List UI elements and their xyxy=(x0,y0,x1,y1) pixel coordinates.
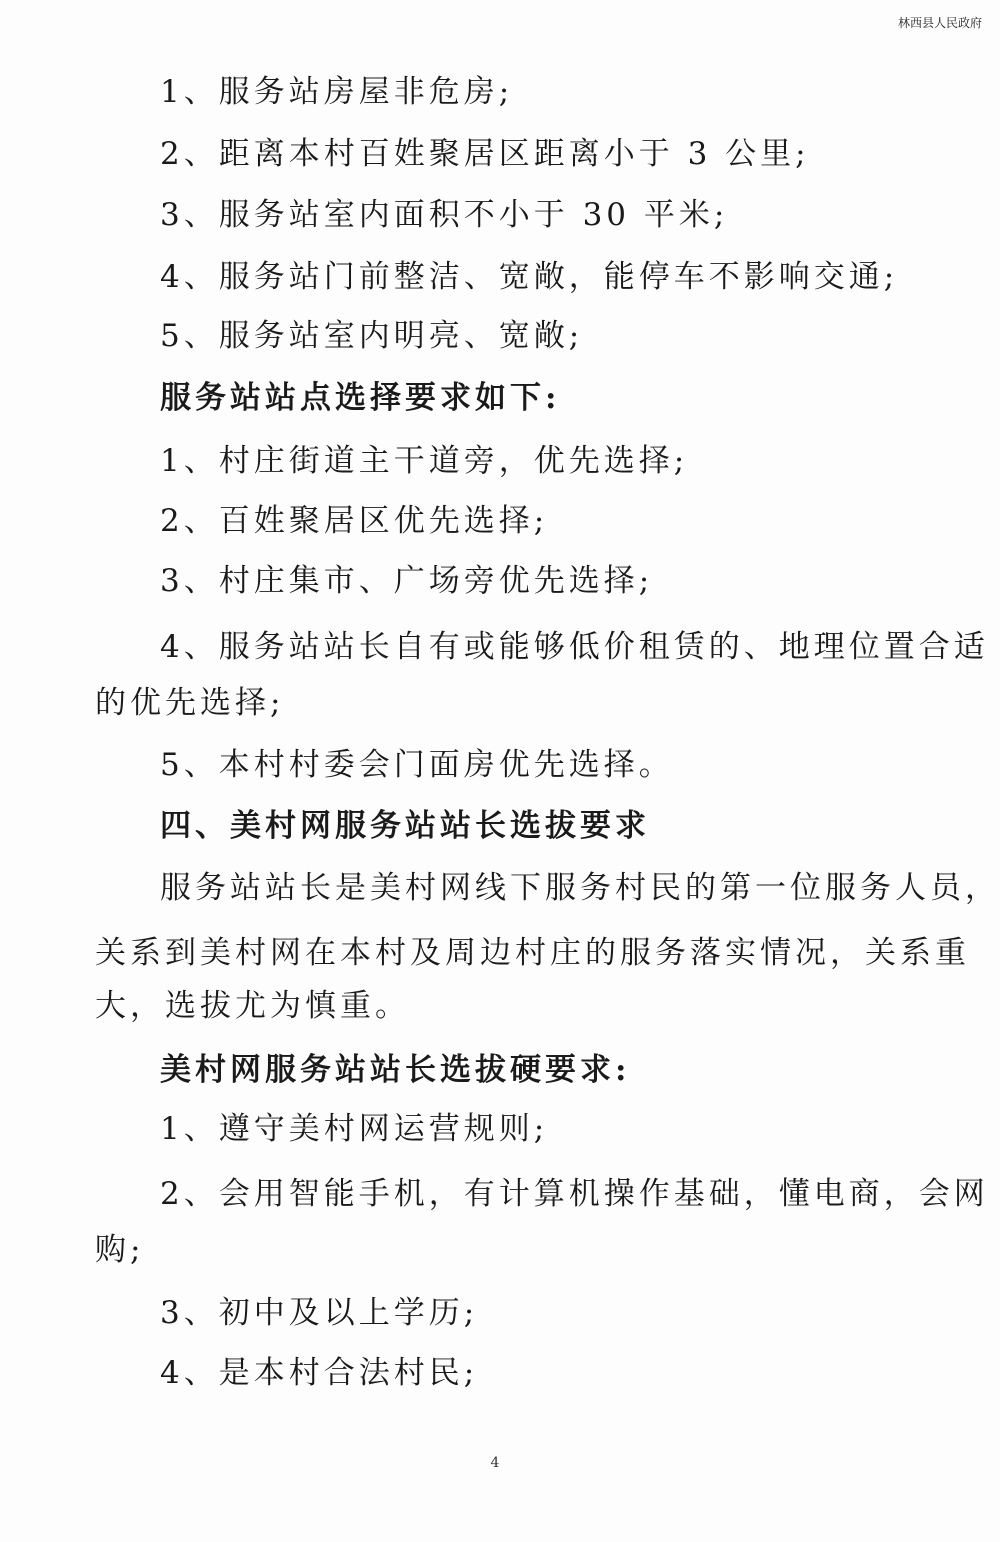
paragraph-line1: 服务站站长是美村网线下服务村民的第一位服务人员， xyxy=(160,870,1000,906)
hard-req-rules: 1、遵守美村网运营规则; xyxy=(160,1111,549,1147)
requirement-bright: 5、服务站室内明亮、宽敞; xyxy=(160,318,584,354)
hard-req-skills-line1: 2、会用智能手机，有计算机操作基础，懂电商，会网 xyxy=(160,1176,989,1212)
paragraph-line3: 大，选拔尤为慎重。 xyxy=(95,988,410,1024)
header-organization: 林西县人民政府 xyxy=(897,16,982,30)
requirement-area: 3、服务站室内面积不小于 30 平米; xyxy=(160,197,729,233)
site-main-road: 1、村庄街道主干道旁，优先选择; xyxy=(160,443,689,479)
requirement-distance: 2、距离本村百姓聚居区距离小于 3 公里; xyxy=(160,136,810,172)
hard-req-resident: 4、是本村合法村民; xyxy=(160,1355,479,1391)
requirement-house-safe: 1、服务站房屋非危房; xyxy=(160,74,514,110)
paragraph-line2: 关系到美村网在本村及周边村庄的服务落实情况，关系重 xyxy=(95,935,970,971)
hard-req-skills-line2: 购; xyxy=(95,1232,145,1268)
site-owned-line1: 4、服务站站长自有或能够低价租赁的、地理位置合适 xyxy=(160,629,989,665)
hard-req-education: 3、初中及以上学历; xyxy=(160,1295,479,1331)
site-selection-heading: 服务站站点选择要求如下: xyxy=(160,380,561,416)
requirement-entrance: 4、服务站门前整洁、宽敞，能停车不影响交通; xyxy=(160,259,899,295)
site-owned-line2: 的优先选择; xyxy=(95,685,285,721)
page-number: 4 xyxy=(490,1455,500,1471)
site-committee: 5、本村村委会门面房优先选择。 xyxy=(160,747,674,783)
site-market: 3、村庄集市、广场旁优先选择; xyxy=(160,563,654,599)
site-residential: 2、百姓聚居区优先选择; xyxy=(160,503,549,539)
section-four-heading: 四、美村网服务站站长选拔要求 xyxy=(160,808,650,844)
hard-requirements-heading: 美村网服务站站长选拔硬要求: xyxy=(160,1052,631,1088)
